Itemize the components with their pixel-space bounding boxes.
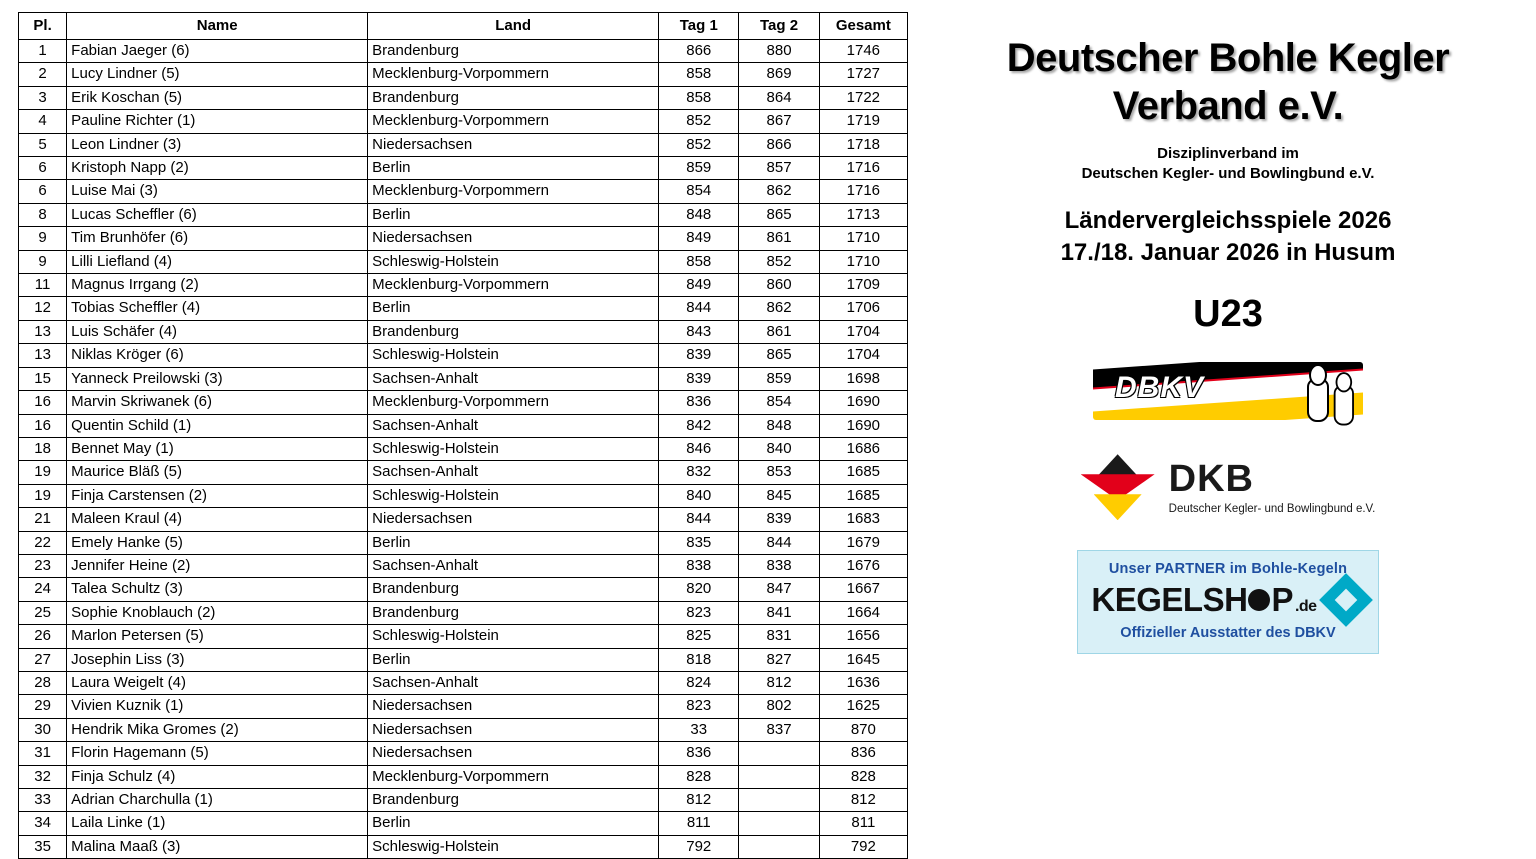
cell-name: Marlon Petersen (5) bbox=[67, 625, 368, 648]
bowling-pin-icon-2 bbox=[1330, 372, 1354, 422]
cell-place: 25 bbox=[19, 601, 67, 624]
table-row bbox=[19, 812, 908, 835]
organization-subtitle-line2: Deutschen Kegler- und Bowlingbund e.V. bbox=[1081, 165, 1375, 183]
column-header-land: Land bbox=[368, 13, 659, 40]
cell-place: 13 bbox=[19, 320, 67, 343]
cell-name: Hendrik Mika Gromes (2) bbox=[67, 718, 368, 741]
cell-tag1: 848 bbox=[659, 203, 739, 226]
cell-tag1: 849 bbox=[659, 227, 739, 250]
cell-place: 16 bbox=[19, 391, 67, 414]
cell-tag1: 836 bbox=[659, 391, 739, 414]
cell-gesamt: 1625 bbox=[819, 695, 907, 718]
cell-tag2: 860 bbox=[739, 274, 819, 297]
table-row bbox=[19, 531, 908, 554]
cell-tag1: 824 bbox=[659, 671, 739, 694]
kegelshop-dot-icon bbox=[1248, 589, 1270, 611]
cell-land: Sachsen-Anhalt bbox=[368, 554, 659, 577]
cell-gesamt: 1710 bbox=[819, 250, 907, 273]
cell-land: Mecklenburg-Vorpommern bbox=[368, 765, 659, 788]
cell-name: Vivien Kuznik (1) bbox=[67, 695, 368, 718]
cell-name: Kristoph Napp (2) bbox=[67, 157, 368, 180]
cell-place: 19 bbox=[19, 484, 67, 507]
cell-place: 2 bbox=[19, 63, 67, 86]
cell-tag2: 857 bbox=[739, 157, 819, 180]
table-row bbox=[19, 508, 908, 531]
table-row bbox=[19, 414, 908, 437]
table-row bbox=[19, 63, 908, 86]
table-row bbox=[19, 718, 908, 741]
cell-land: Brandenburg bbox=[368, 86, 659, 109]
dkb-logo bbox=[1081, 450, 1376, 524]
organization-title: Deutscher Bohle Kegler Verband e.V. bbox=[1006, 36, 1450, 128]
cell-gesamt: 1718 bbox=[819, 133, 907, 156]
cell-place: 31 bbox=[19, 742, 67, 765]
cell-land: Sachsen-Anhalt bbox=[368, 671, 659, 694]
cell-land: Berlin bbox=[368, 812, 659, 835]
cell-place: 24 bbox=[19, 578, 67, 601]
cell-place: 15 bbox=[19, 367, 67, 390]
cell-place: 11 bbox=[19, 274, 67, 297]
cell-gesamt: 1716 bbox=[819, 180, 907, 203]
kegelshop-logo bbox=[1078, 581, 1378, 619]
cell-tag1: 844 bbox=[659, 297, 739, 320]
cell-land: Berlin bbox=[368, 203, 659, 226]
cell-name: Yanneck Preilowski (3) bbox=[67, 367, 368, 390]
cell-land: Brandenburg bbox=[368, 578, 659, 601]
cell-tag2: 854 bbox=[739, 391, 819, 414]
partner-advertisement bbox=[1077, 550, 1379, 654]
event-name: Ländervergleichsspiele 2026 bbox=[1064, 206, 1392, 234]
cell-gesamt: 1698 bbox=[819, 367, 907, 390]
cell-gesamt: 1704 bbox=[819, 320, 907, 343]
partner-headline: Unser PARTNER im Bohle-Kegeln bbox=[1108, 561, 1348, 578]
cell-tag2: 865 bbox=[739, 203, 819, 226]
table-row bbox=[19, 180, 908, 203]
cell-tag2: 848 bbox=[739, 414, 819, 437]
kegelshop-wordmark bbox=[1091, 581, 1316, 619]
cell-name: Josephin Liss (3) bbox=[67, 648, 368, 671]
event-date-location: 17./18. Januar 2026 in Husum bbox=[1060, 238, 1396, 266]
cell-land: Niedersachsen bbox=[368, 508, 659, 531]
cell-land: Mecklenburg-Vorpommern bbox=[368, 63, 659, 86]
cell-tag1: 835 bbox=[659, 531, 739, 554]
cell-tag1: 858 bbox=[659, 63, 739, 86]
cell-land: Berlin bbox=[368, 531, 659, 554]
cell-place: 8 bbox=[19, 203, 67, 226]
cell-tag2: 862 bbox=[739, 180, 819, 203]
cell-gesamt: 811 bbox=[819, 812, 907, 835]
cell-name: Laila Linke (1) bbox=[67, 812, 368, 835]
cell-gesamt: 1746 bbox=[819, 40, 907, 63]
cell-tag2 bbox=[739, 789, 819, 812]
cell-land: Schleswig-Holstein bbox=[368, 344, 659, 367]
cell-tag1: 854 bbox=[659, 180, 739, 203]
cell-place: 4 bbox=[19, 110, 67, 133]
column-header-pl: Pl. bbox=[19, 13, 67, 40]
cell-tag1: 812 bbox=[659, 789, 739, 812]
cell-place: 23 bbox=[19, 554, 67, 577]
table-row bbox=[19, 40, 908, 63]
table-row bbox=[19, 789, 908, 812]
cell-place: 6 bbox=[19, 180, 67, 203]
cell-gesamt: 812 bbox=[819, 789, 907, 812]
results-table bbox=[18, 12, 908, 859]
cell-tag1: 859 bbox=[659, 157, 739, 180]
cell-tag2: 812 bbox=[739, 671, 819, 694]
cell-tag1: 811 bbox=[659, 812, 739, 835]
cell-gesamt: 1719 bbox=[819, 110, 907, 133]
cell-tag2: 839 bbox=[739, 508, 819, 531]
cell-place: 28 bbox=[19, 671, 67, 694]
cell-tag2: 866 bbox=[739, 133, 819, 156]
cell-place: 6 bbox=[19, 157, 67, 180]
table-row bbox=[19, 835, 908, 858]
cell-tag2 bbox=[739, 835, 819, 858]
cell-gesamt: 1690 bbox=[819, 414, 907, 437]
cell-name: Laura Weigelt (4) bbox=[67, 671, 368, 694]
cell-gesamt: 1683 bbox=[819, 508, 907, 531]
cell-land: Sachsen-Anhalt bbox=[368, 414, 659, 437]
cell-gesamt: 828 bbox=[819, 765, 907, 788]
column-header-tag2: Tag 2 bbox=[739, 13, 819, 40]
cell-place: 30 bbox=[19, 718, 67, 741]
table-row bbox=[19, 367, 908, 390]
cell-land: Sachsen-Anhalt bbox=[368, 461, 659, 484]
cell-tag1: 858 bbox=[659, 250, 739, 273]
category-title: U23 bbox=[1193, 293, 1263, 336]
event-info bbox=[1061, 205, 1396, 270]
cell-gesamt: 1706 bbox=[819, 297, 907, 320]
table-row bbox=[19, 461, 908, 484]
cell-place: 19 bbox=[19, 461, 67, 484]
partner-subline: Offizieller Ausstatter des DBKV bbox=[1120, 625, 1336, 642]
cell-tag1: 836 bbox=[659, 742, 739, 765]
cell-tag1: 832 bbox=[659, 461, 739, 484]
cell-land: Schleswig-Holstein bbox=[368, 484, 659, 507]
column-header-gesamt: Gesamt bbox=[819, 13, 907, 40]
cell-name: Pauline Richter (1) bbox=[67, 110, 368, 133]
cell-tag2: 831 bbox=[739, 625, 819, 648]
cell-tag1: 846 bbox=[659, 437, 739, 460]
cell-tag1: 842 bbox=[659, 414, 739, 437]
cell-land: Schleswig-Holstein bbox=[368, 835, 659, 858]
cell-tag1: 843 bbox=[659, 320, 739, 343]
cell-tag2: 880 bbox=[739, 40, 819, 63]
cell-tag1: 792 bbox=[659, 835, 739, 858]
cell-name: Lucas Scheffler (6) bbox=[67, 203, 368, 226]
cell-tag1: 825 bbox=[659, 625, 739, 648]
cell-land: Schleswig-Holstein bbox=[368, 437, 659, 460]
cell-name: Maurice Bläß (5) bbox=[67, 461, 368, 484]
cell-name: Florin Hagemann (5) bbox=[67, 742, 368, 765]
cell-place: 34 bbox=[19, 812, 67, 835]
cell-tag2: 853 bbox=[739, 461, 819, 484]
table-row bbox=[19, 250, 908, 273]
table-row bbox=[19, 554, 908, 577]
table-row bbox=[19, 578, 908, 601]
cell-land: Brandenburg bbox=[368, 601, 659, 624]
table-row bbox=[19, 274, 908, 297]
table-row bbox=[19, 297, 908, 320]
cell-name: Finja Carstensen (2) bbox=[67, 484, 368, 507]
cell-tag1: 839 bbox=[659, 367, 739, 390]
results-table-body bbox=[19, 40, 908, 859]
cell-place: 35 bbox=[19, 835, 67, 858]
cell-name: Talea Schultz (3) bbox=[67, 578, 368, 601]
table-row bbox=[19, 484, 908, 507]
cell-tag1: 823 bbox=[659, 695, 739, 718]
cell-name: Tobias Scheffler (4) bbox=[67, 297, 368, 320]
table-row bbox=[19, 203, 908, 226]
cell-place: 29 bbox=[19, 695, 67, 718]
cell-land: Brandenburg bbox=[368, 320, 659, 343]
cell-land: Schleswig-Holstein bbox=[368, 625, 659, 648]
cell-name: Bennet May (1) bbox=[67, 437, 368, 460]
cell-tag1: 823 bbox=[659, 601, 739, 624]
cell-land: Mecklenburg-Vorpommern bbox=[368, 391, 659, 414]
cell-name: Finja Schulz (4) bbox=[67, 765, 368, 788]
kegelshop-tld: .de bbox=[1294, 598, 1317, 616]
cell-gesamt: 1676 bbox=[819, 554, 907, 577]
cell-name: Luise Mai (3) bbox=[67, 180, 368, 203]
cell-name: Sophie Knoblauch (2) bbox=[67, 601, 368, 624]
cell-tag1: 818 bbox=[659, 648, 739, 671]
table-row bbox=[19, 695, 908, 718]
cell-land: Mecklenburg-Vorpommern bbox=[368, 110, 659, 133]
cell-gesamt: 1704 bbox=[819, 344, 907, 367]
cell-land: Brandenburg bbox=[368, 40, 659, 63]
cell-gesamt: 1685 bbox=[819, 484, 907, 507]
cell-tag1: 828 bbox=[659, 765, 739, 788]
cell-tag1: 839 bbox=[659, 344, 739, 367]
cell-gesamt: 1664 bbox=[819, 601, 907, 624]
cell-land: Berlin bbox=[368, 297, 659, 320]
cell-gesamt: 836 bbox=[819, 742, 907, 765]
cell-tag2: 864 bbox=[739, 86, 819, 109]
cell-land: Sachsen-Anhalt bbox=[368, 367, 659, 390]
cell-land: Berlin bbox=[368, 157, 659, 180]
kegelshop-diamond-icon bbox=[1319, 573, 1373, 627]
kegelshop-text-part2: P bbox=[1271, 581, 1293, 619]
cell-tag1: 838 bbox=[659, 554, 739, 577]
cell-name: Magnus Irrgang (2) bbox=[67, 274, 368, 297]
table-row bbox=[19, 320, 908, 343]
cell-name: Lucy Lindner (5) bbox=[67, 63, 368, 86]
cell-place: 9 bbox=[19, 227, 67, 250]
cell-tag2: 861 bbox=[739, 320, 819, 343]
cell-tag2 bbox=[739, 812, 819, 835]
cell-name: Luis Schäfer (4) bbox=[67, 320, 368, 343]
cell-place: 3 bbox=[19, 86, 67, 109]
cell-tag2: 844 bbox=[739, 531, 819, 554]
cell-name: Jennifer Heine (2) bbox=[67, 554, 368, 577]
table-row bbox=[19, 133, 908, 156]
cell-gesamt: 1727 bbox=[819, 63, 907, 86]
cell-place: 12 bbox=[19, 297, 67, 320]
cell-name: Niklas Kröger (6) bbox=[67, 344, 368, 367]
table-row bbox=[19, 86, 908, 109]
table-row bbox=[19, 671, 908, 694]
organization-subtitle bbox=[1082, 144, 1375, 185]
cell-tag2: 837 bbox=[739, 718, 819, 741]
cell-place: 22 bbox=[19, 531, 67, 554]
cell-place: 16 bbox=[19, 414, 67, 437]
dbkv-logo-text: DBKV bbox=[1115, 371, 1205, 405]
cell-place: 9 bbox=[19, 250, 67, 273]
cell-tag2: 840 bbox=[739, 437, 819, 460]
cell-tag2: 865 bbox=[739, 344, 819, 367]
cell-tag1: 844 bbox=[659, 508, 739, 531]
cell-place: 13 bbox=[19, 344, 67, 367]
cell-gesamt: 1722 bbox=[819, 86, 907, 109]
cell-tag2 bbox=[739, 765, 819, 788]
dkb-diamond-icon bbox=[1081, 450, 1155, 524]
organization-subtitle-line1: Disziplinverband im bbox=[1157, 145, 1299, 162]
cell-gesamt: 1656 bbox=[819, 625, 907, 648]
cell-gesamt: 1690 bbox=[819, 391, 907, 414]
cell-tag2: 841 bbox=[739, 601, 819, 624]
cell-tag2: 852 bbox=[739, 250, 819, 273]
cell-tag2: 859 bbox=[739, 367, 819, 390]
cell-tag1: 866 bbox=[659, 40, 739, 63]
cell-gesamt: 1679 bbox=[819, 531, 907, 554]
cell-tag2: 845 bbox=[739, 484, 819, 507]
table-row bbox=[19, 601, 908, 624]
cell-tag1: 852 bbox=[659, 110, 739, 133]
cell-gesamt: 870 bbox=[819, 718, 907, 741]
cell-tag1: 858 bbox=[659, 86, 739, 109]
table-row bbox=[19, 227, 908, 250]
cell-tag1: 852 bbox=[659, 133, 739, 156]
cell-tag2: 869 bbox=[739, 63, 819, 86]
table-row bbox=[19, 110, 908, 133]
cell-gesamt: 1685 bbox=[819, 461, 907, 484]
cell-tag1: 820 bbox=[659, 578, 739, 601]
cell-place: 5 bbox=[19, 133, 67, 156]
table-row bbox=[19, 648, 908, 671]
cell-tag1: 840 bbox=[659, 484, 739, 507]
cell-name: Marvin Skriwanek (6) bbox=[67, 391, 368, 414]
table-header-row bbox=[19, 13, 908, 40]
cell-name: Quentin Schild (1) bbox=[67, 414, 368, 437]
table-row bbox=[19, 391, 908, 414]
cell-name: Fabian Jaeger (6) bbox=[67, 40, 368, 63]
cell-tag2: 802 bbox=[739, 695, 819, 718]
cell-place: 1 bbox=[19, 40, 67, 63]
cell-place: 21 bbox=[19, 508, 67, 531]
cell-gesamt: 1636 bbox=[819, 671, 907, 694]
cell-gesamt: 792 bbox=[819, 835, 907, 858]
table-row bbox=[19, 437, 908, 460]
cell-land: Brandenburg bbox=[368, 789, 659, 812]
cell-tag2: 862 bbox=[739, 297, 819, 320]
cell-tag2: 827 bbox=[739, 648, 819, 671]
cell-gesamt: 1686 bbox=[819, 437, 907, 460]
cell-name: Malina Maaß (3) bbox=[67, 835, 368, 858]
cell-gesamt: 1645 bbox=[819, 648, 907, 671]
cell-name: Adrian Charchulla (1) bbox=[67, 789, 368, 812]
cell-name: Maleen Kraul (4) bbox=[67, 508, 368, 531]
cell-name: Leon Lindner (3) bbox=[67, 133, 368, 156]
table-row bbox=[19, 625, 908, 648]
cell-land: Niedersachsen bbox=[368, 695, 659, 718]
cell-land: Niedersachsen bbox=[368, 227, 659, 250]
cell-land: Niedersachsen bbox=[368, 133, 659, 156]
cell-gesamt: 1713 bbox=[819, 203, 907, 226]
cell-place: 33 bbox=[19, 789, 67, 812]
cell-land: Schleswig-Holstein bbox=[368, 250, 659, 273]
cell-gesamt: 1667 bbox=[819, 578, 907, 601]
dkb-logo-text: DKB bbox=[1168, 457, 1254, 500]
cell-land: Mecklenburg-Vorpommern bbox=[368, 180, 659, 203]
cell-tag1: 849 bbox=[659, 274, 739, 297]
cell-gesamt: 1709 bbox=[819, 274, 907, 297]
table-row bbox=[19, 765, 908, 788]
cell-place: 32 bbox=[19, 765, 67, 788]
table-row bbox=[19, 742, 908, 765]
cell-place: 27 bbox=[19, 648, 67, 671]
cell-tag2: 847 bbox=[739, 578, 819, 601]
cell-tag2: 861 bbox=[739, 227, 819, 250]
cell-land: Mecklenburg-Vorpommern bbox=[368, 274, 659, 297]
cell-name: Erik Koschan (5) bbox=[67, 86, 368, 109]
cell-place: 18 bbox=[19, 437, 67, 460]
cell-gesamt: 1716 bbox=[819, 157, 907, 180]
column-header-tag1: Tag 1 bbox=[659, 13, 739, 40]
cell-place: 26 bbox=[19, 625, 67, 648]
cell-tag2: 838 bbox=[739, 554, 819, 577]
kegelshop-text-part1: KEGELSH bbox=[1091, 581, 1248, 619]
header-panel bbox=[920, 0, 1536, 844]
cell-name: Emely Hanke (5) bbox=[67, 531, 368, 554]
cell-name: Lilli Liefland (4) bbox=[67, 250, 368, 273]
table-row bbox=[19, 157, 908, 180]
bowling-pin-icon bbox=[1303, 364, 1329, 418]
dbkv-logo bbox=[1093, 362, 1363, 420]
cell-gesamt: 1710 bbox=[819, 227, 907, 250]
cell-land: Niedersachsen bbox=[368, 718, 659, 741]
cell-land: Berlin bbox=[368, 648, 659, 671]
table-row bbox=[19, 344, 908, 367]
cell-tag2 bbox=[739, 742, 819, 765]
column-header-name: Name bbox=[67, 13, 368, 40]
cell-tag2: 867 bbox=[739, 110, 819, 133]
dkb-tagline: Deutscher Kegler- und Bowlingbund e.V. bbox=[1168, 502, 1376, 515]
cell-tag1: 33 bbox=[659, 718, 739, 741]
cell-land: Niedersachsen bbox=[368, 742, 659, 765]
cell-name: Tim Brunhöfer (6) bbox=[67, 227, 368, 250]
